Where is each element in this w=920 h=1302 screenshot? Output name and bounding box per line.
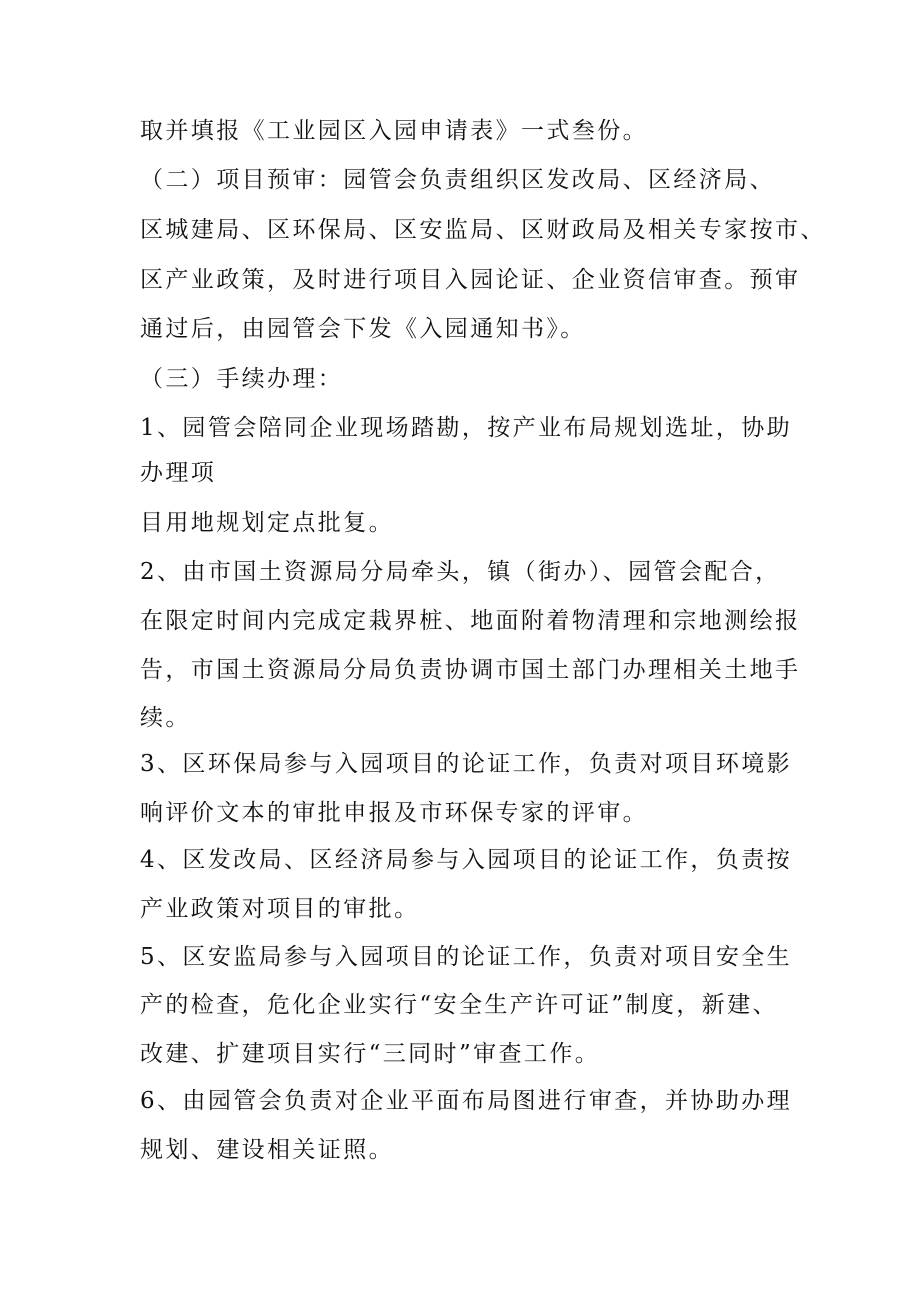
text-line: 改建、扩建项目实行“三同时”审查工作。 — [140, 1041, 601, 1067]
text-line: 产的检查，危化企业实行“安全生产许可证”制度，新建、 — [140, 992, 778, 1018]
section-heading-preliminary-review: （二）项目预审：园管会负责组织区发改局、区经济局、 — [140, 167, 775, 193]
text-line: 续。 — [140, 705, 191, 731]
text-line: 响评价文本的审批申报及市环保专家的评审。 — [140, 800, 648, 826]
text-line: 办理项 — [140, 460, 217, 486]
text-line: 规划、建设相关证照。 — [140, 1137, 394, 1163]
section-heading-procedures: （三）手续办理： — [140, 366, 344, 392]
text-line: 在限定时间内完成定栽界桩、地面附着物清理和宗地测绘报 — [140, 608, 801, 634]
list-item-6: 6、由园管会负责对企业平面布局图进行审查，并协助办理 — [140, 1088, 793, 1114]
text-line: 区产业政策，及时进行项目入园论证、企业资信审查。预审 — [140, 267, 801, 293]
list-item-4: 4、区发改局、区经济局参与入园项目的论证工作，负责按 — [140, 847, 793, 873]
list-item-5: 5、区安监局参与入园项目的论证工作，负责对项目安全生 — [140, 944, 793, 970]
list-item-3: 3、区环保局参与入园项目的论证工作，负责对项目环境影 — [140, 751, 793, 777]
text-line: 产业政策对项目的审批。 — [140, 896, 420, 922]
text-line: 区城建局、区环保局、区安监局、区财政局及相关专家按市、 — [140, 217, 826, 243]
text-line: 取并填报《工业园区入园申请表》一式叁份。 — [140, 118, 648, 144]
list-item-1: 1、园管会陪同企业现场踏勘，按产业布局规划选址，协助 — [140, 415, 793, 441]
text-line: 告，市国土资源局分局负责协调市国土部门办理相关土地手 — [140, 657, 801, 683]
list-item-2: 2、由市国土资源局分局牵头，镇（街办）、园管会配合， — [140, 559, 781, 585]
text-line: 目用地规划定点批复。 — [140, 510, 394, 536]
text-line: 通过后，由园管会下发《入园通知书》。 — [140, 316, 586, 342]
